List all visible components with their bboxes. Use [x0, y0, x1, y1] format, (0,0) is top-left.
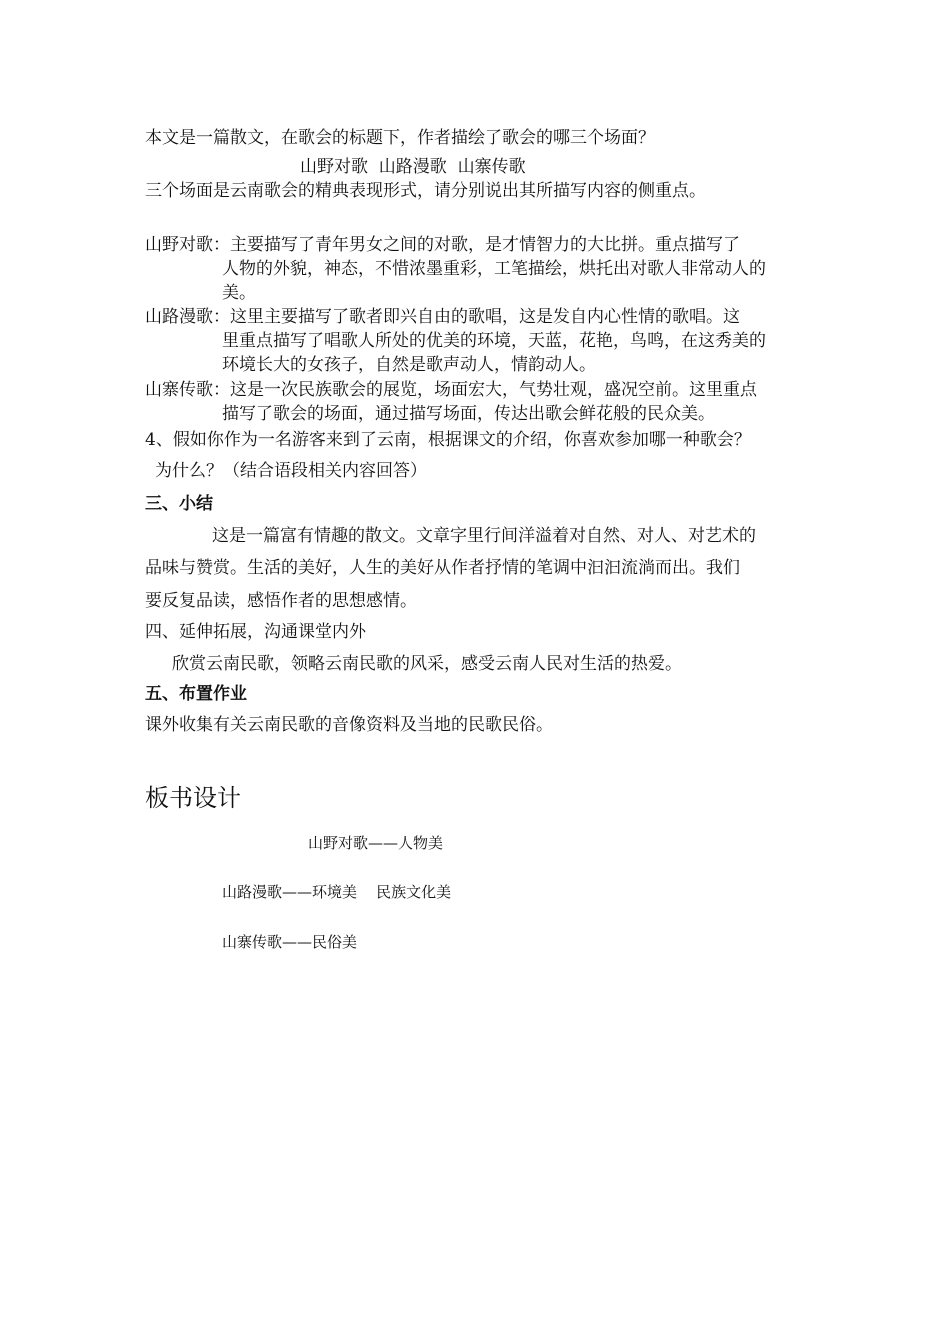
section-4-body: 欣赏云南民歌，领略云南民歌的风采，感受云南人民对生活的热爱。 [172, 654, 682, 674]
question-2: 三个场面是云南歌会的精典表现形式，请分别说出其所描写内容的侧重点。 [145, 181, 706, 201]
board-design-title: 板书设计 [145, 784, 241, 812]
section-5-body: 课外收集有关云南民歌的音像资料及当地的民歌民俗。 [145, 715, 553, 735]
question-1: 本文是一篇散文，在歌会的标题下，作者描绘了歌会的哪三个场面？ [145, 128, 655, 148]
section-4-heading: 四、延伸拓展，沟通课堂内外 [145, 622, 366, 642]
question-4-line-1: 4、假如你作为一名游客来到了云南，根据课文的介绍，你喜欢参加哪一种歌会？ [145, 430, 751, 450]
scene-1-line-1: 山野对歌：主要描写了青年男女之间的对歌，是才情智力的大比拼。重点描写了 [145, 235, 740, 255]
scene-2-line-2: 里重点描写了唱歌人所处的优美的环境，天蓝，花艳，鸟鸣，在这秀美的 [222, 331, 766, 351]
scene-2-line-1: 山路漫歌：这里主要描写了歌者即兴自由的歌唱，这是发自内心性情的歌唱。这 [145, 307, 740, 327]
scene-3-line-1: 山寨传歌：这是一次民族歌会的展览，场面宏大，气势壮观，盛况空前。这里重点 [145, 380, 757, 400]
section-5-heading: 五、布置作业 [145, 684, 247, 704]
scene-1-line-3: 美。 [222, 283, 256, 303]
section-3-line-2: 品味与赞赏。生活的美好，人生的美好从作者抒情的笔调中汩汩流淌而出。我们 [145, 558, 740, 578]
section-3-line-3: 要反复品读，感悟作者的思想感情。 [145, 591, 417, 611]
board-row-1: 山野对歌——人物美 [308, 834, 444, 852]
question-4-line-2: 为什么？（结合语段相关内容回答） [155, 461, 427, 481]
scene-3-line-2: 描写了歌会的场面，通过描写场面，传达出歌会鲜花般的民众美。 [222, 404, 715, 424]
question-1-answer: 山野对歌 山路漫歌 山寨传歌 [300, 157, 526, 177]
scene-2-line-3: 环境长大的女孩子，自然是歌声动人，情韵动人。 [222, 355, 596, 375]
board-row-3: 山寨传歌——民俗美 [222, 933, 358, 951]
section-3-line-1: 这是一篇富有情趣的散文。文章字里行间洋溢着对自然、对人、对艺术的 [212, 526, 756, 546]
scene-1-line-2: 人物的外貌，神态，不惜浓墨重彩，工笔描绘，烘托出对歌人非常动人的 [222, 259, 766, 279]
board-row-2: 山路漫歌——环境美 民族文化美 [222, 883, 452, 901]
section-3-heading: 三、小结 [145, 494, 213, 514]
